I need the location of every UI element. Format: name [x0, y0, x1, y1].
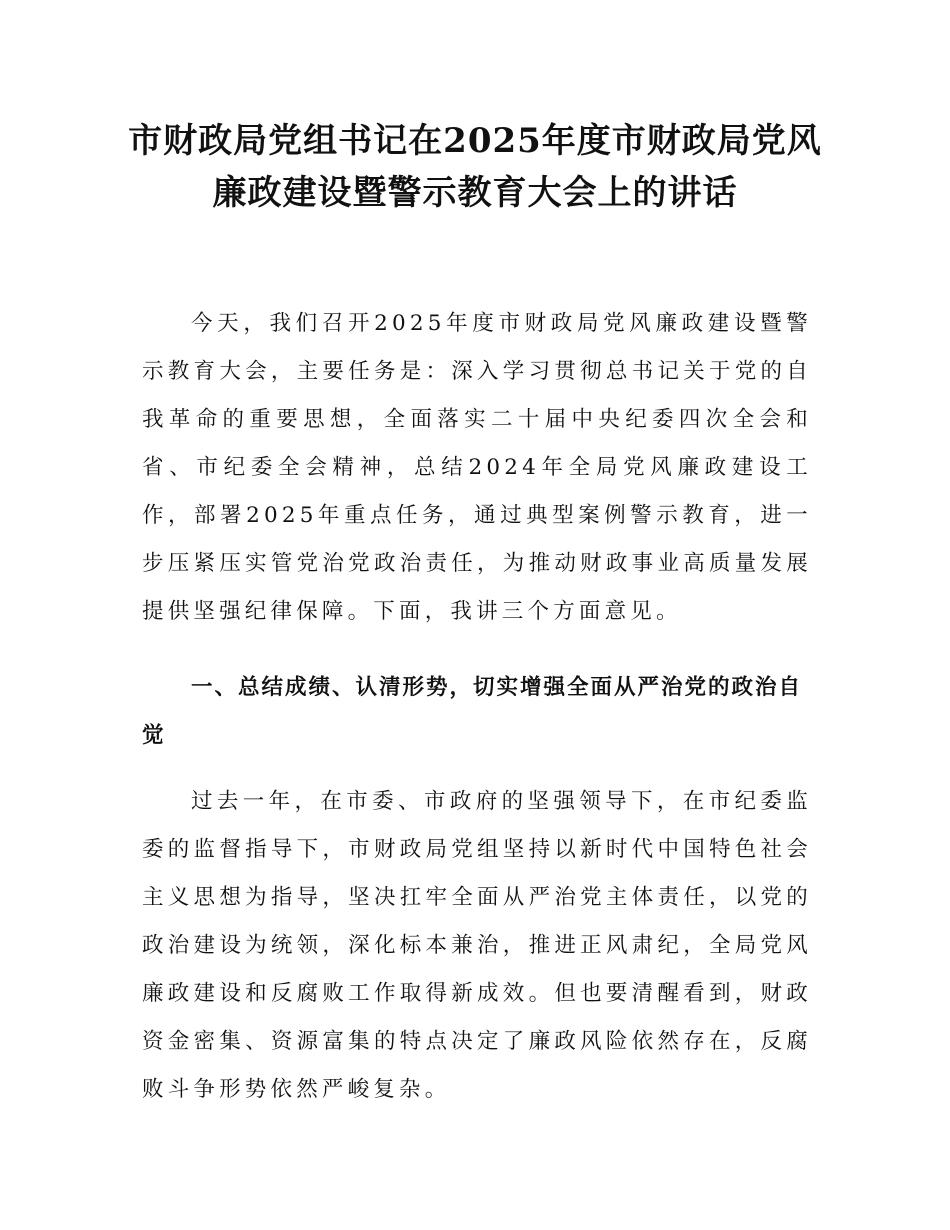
document-title-line-1: 市财政局党组书记在2025年度市财政局党风 [128, 121, 822, 161]
document-title-line-2: 廉政建设暨警示教育大会上的讲话 [212, 173, 738, 213]
section-1-paragraph: 过去一年，在市委、市政府的坚强领导下，在市纪委监委的监督指导下，市财政局党组坚持以新时代中国特色社会主义思想为指导，坚决扛牢全面从严治党主体责任，以党的政治建设为统领，深化标本兼治，推进正风肃纪，全局党风廉政建设和反腐败工作取得新成效。但也要清醒看到，财政资金密集、资源富集的特点决定了廉政风险依然存在，反腐败斗争形势依然严峻复杂。 [142, 789, 812, 1102]
section-heading-1: 一、总结成绩、认清形势，切实增强全面从严治党的政治自觉 [142, 675, 803, 748]
intro-paragraph: 今天，我们召开2025年度市财政局党风廉政建设暨警示教育大会，主要任务是：深入学习贯彻总书记关于党的自我革命的重要思想，全面落实二十届中央纪委四次全会和省、市纪委全会精神，总结2024年全局党风廉政建设工作，部署2025年重点任务，通过典型案例警示教育，进一步压紧压实管党治党政治责任，为推动财政事业高质量发展提供坚强纪律保障。下面，我讲三个方面意见。 [142, 311, 812, 624]
